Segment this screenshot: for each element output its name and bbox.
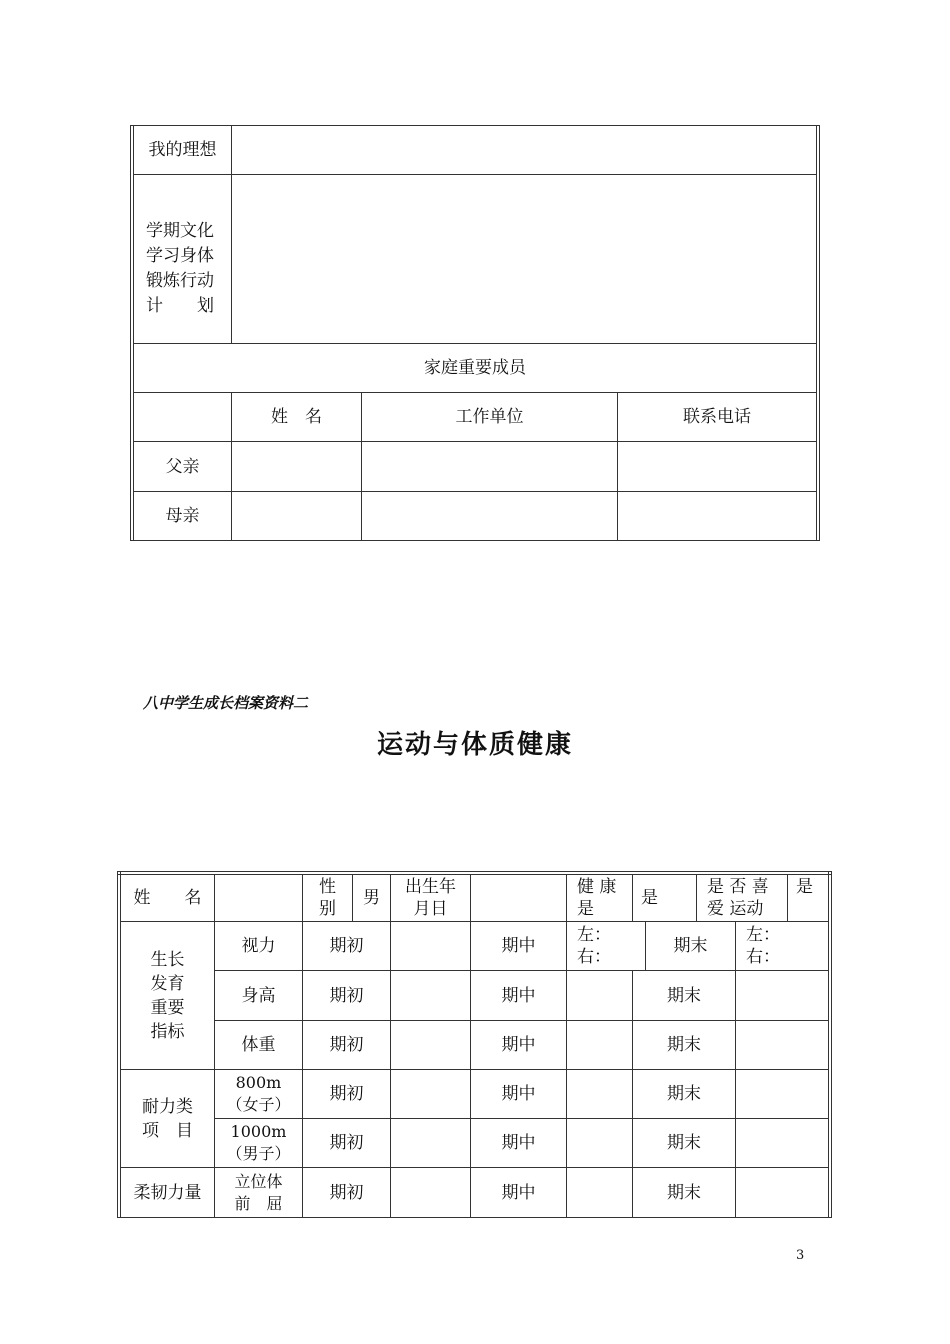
mother-label: 母亲 xyxy=(165,506,200,526)
term-end-label: 期末 xyxy=(667,1084,701,1104)
height-label: 身高 xyxy=(241,985,276,1006)
column-name-header: 姓 名 xyxy=(271,407,322,427)
flexibility-group-label: 柔韧力量 xyxy=(133,1182,202,1203)
term-mid-label: 期中 xyxy=(501,1182,536,1203)
term-start-label: 期初 xyxy=(329,936,364,956)
term-end-label: 期末 xyxy=(667,985,701,1006)
term-end-label: 期末 xyxy=(673,936,708,956)
term-start-label: 期初 xyxy=(329,1182,364,1203)
growth-group-label: 生长 发育 重要 指标 xyxy=(150,949,185,1042)
likes-sport-value: 是 xyxy=(796,877,813,897)
page-number: 3 xyxy=(796,1248,805,1263)
family-header: 家庭重要成员 xyxy=(424,358,526,378)
section-subtitle: 八中学生成长档案资料二 xyxy=(143,694,309,712)
term-end-label: 期末 xyxy=(667,1035,701,1055)
health-label: 健 康 是 xyxy=(577,877,617,919)
term-start-label: 期初 xyxy=(329,985,364,1006)
plan-label-line: 锻炼行动 xyxy=(146,271,214,291)
plan-label xyxy=(134,175,231,343)
column-work-header: 工作单位 xyxy=(455,407,524,427)
plan-label-line: 计 划 xyxy=(146,296,214,316)
term-mid-label: 期中 xyxy=(501,936,536,956)
page-title: 运动与体质健康 xyxy=(376,730,573,760)
term-end-label: 期末 xyxy=(667,1133,701,1153)
plan-label-line: 学习身体 xyxy=(146,246,214,266)
ideal-label: 我的理想 xyxy=(148,140,217,160)
endurance-group-label: 耐力类 项 目 xyxy=(142,1096,193,1141)
weight-label: 体重 xyxy=(241,1035,276,1055)
term-start-label: 期初 xyxy=(329,1035,364,1055)
term-mid-label: 期中 xyxy=(501,1035,536,1055)
plan-label-line: 学期文化 xyxy=(146,221,214,241)
term-start-label: 期初 xyxy=(329,1133,364,1153)
column-phone-header: 联系电话 xyxy=(683,407,751,427)
ideal-value-field xyxy=(232,126,816,174)
gender-value: 男 xyxy=(363,888,380,908)
likes-sport-label: 是 否 喜 爱 运动 xyxy=(707,877,769,919)
birth-label: 出生年 月日 xyxy=(405,877,456,919)
name-label: 姓 名 xyxy=(133,888,202,908)
gender-label: 性 别 xyxy=(319,877,336,919)
term-end-label: 期末 xyxy=(667,1182,701,1203)
sit-reach-label: 立位体 前 屈 xyxy=(234,1171,283,1213)
run-800-label: 800m （女子） xyxy=(226,1073,291,1114)
father-label: 父亲 xyxy=(165,456,200,477)
left-right-label: 左： 右： xyxy=(746,925,780,967)
term-mid-label: 期中 xyxy=(501,985,536,1006)
term-mid-label: 期中 xyxy=(501,1084,536,1104)
left-right-label: 左： 右： xyxy=(577,925,611,967)
vision-label: 视力 xyxy=(241,936,276,956)
health-value: 是 xyxy=(641,888,658,908)
term-mid-label: 期中 xyxy=(501,1133,536,1153)
plan-value-field xyxy=(232,175,816,343)
term-start-label: 期初 xyxy=(329,1084,364,1104)
run-1000-label: 1000m （男子） xyxy=(226,1122,291,1163)
